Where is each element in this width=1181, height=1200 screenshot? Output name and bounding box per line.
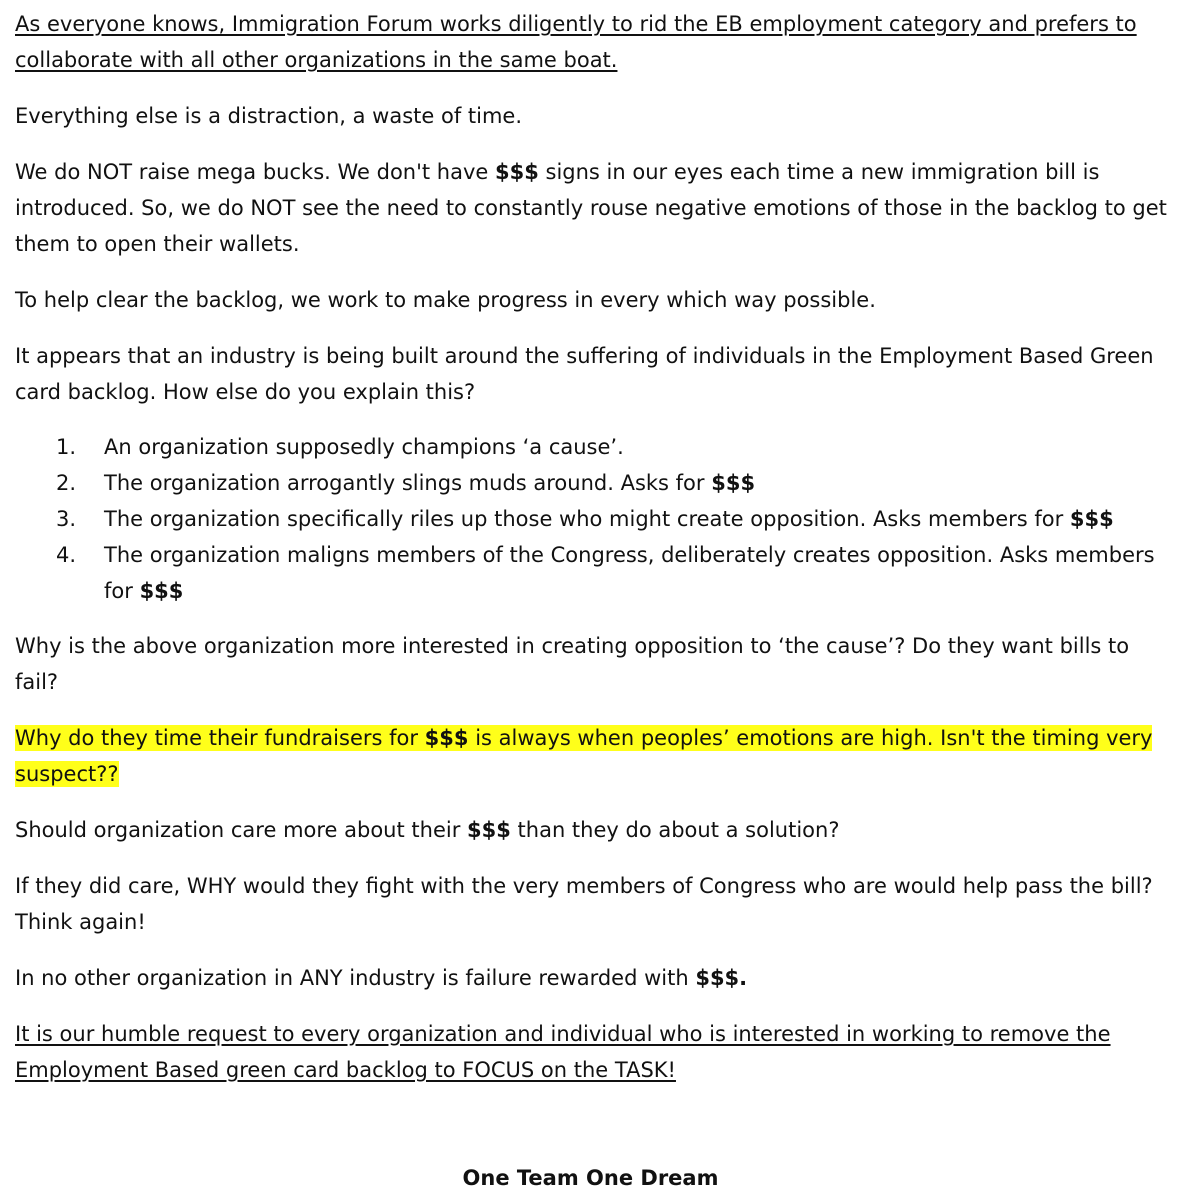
document-body xyxy=(15,6,1170,1088)
intro-text: As everyone knows, Immigration Forum works diligently to rid the EB employment category and prefers to collaborate with all other organizations in the same boat. xyxy=(15,12,1137,72)
list-number: 4. xyxy=(56,543,77,567)
money-sign: $$$ xyxy=(424,726,469,750)
highlight-text-1: Why do they time their fundraisers for xyxy=(15,726,425,750)
mega-bucks-text-1: We do NOT raise mega bucks. We don't have xyxy=(15,160,495,184)
highlight-text-2: is always when peoples’ emotions are high. Isn't the timing very suspect?? xyxy=(15,726,1153,786)
opposition-paragraph: Why is the above organization more interested in creating opposition to ‘the cause’? Do they want bills to fail? xyxy=(15,634,1130,694)
list-text: The organization maligns members of the Congress, deliberately creates opposition. Asks members for xyxy=(104,543,1155,603)
money-sign: $$$ xyxy=(1069,507,1114,531)
money-sign: $$$. xyxy=(695,966,748,990)
distraction-paragraph: Everything else is a distraction, a waste of time. xyxy=(15,104,523,128)
money-sign: $$$ xyxy=(139,579,184,603)
failure-paragraph xyxy=(15,960,1170,996)
solution-text-2: than they do about a solution? xyxy=(510,818,840,842)
list-number: 1. xyxy=(56,435,77,459)
list-item xyxy=(15,429,1170,465)
list-item xyxy=(15,537,1170,609)
solution-text-1: Should organization care more about their xyxy=(15,818,468,842)
request-paragraph xyxy=(15,1016,1170,1088)
signature-line: One Team One Dream xyxy=(462,1166,719,1190)
money-sign: $$$ xyxy=(711,471,756,495)
failure-text: In no other organization in ANY industry is failure rewarded with xyxy=(15,966,696,990)
list-text: The organization specifically riles up those who might create opposition. Asks members for xyxy=(104,507,1070,531)
congress-paragraph: If they did care, WHY would they fight with the very members of Congress who are would help pass the bill? Think again! xyxy=(15,874,1153,934)
list-text: An organization supposedly champions ‘a cause’. xyxy=(104,435,624,459)
list-item xyxy=(15,465,1170,501)
progress-paragraph: To help clear the backlog, we work to make progress in every which way possible. xyxy=(15,288,876,312)
solution-paragraph xyxy=(15,812,1170,848)
list-number: 2. xyxy=(56,471,77,495)
money-sign: $$$ xyxy=(467,818,511,842)
request-text: It is our humble request to every organization and individual who is interested in working to remove the Employment Based green card backlog to FOCUS on the TASK! xyxy=(15,1022,1111,1082)
numbered-list xyxy=(15,429,1170,609)
mega-bucks-paragraph xyxy=(15,154,1170,262)
intro-paragraph xyxy=(15,6,1170,78)
industry-paragraph: It appears that an industry is being built around the suffering of individuals in the Employment Based Green card backlog. How else do you explain this? xyxy=(15,344,1154,404)
money-sign: $$$ xyxy=(495,160,539,184)
list-item xyxy=(15,501,1170,537)
highlighted-paragraph xyxy=(15,720,1170,792)
list-text: The organization arrogantly slings muds around. Asks for xyxy=(104,471,712,495)
mega-bucks-text-2: signs in our eyes each time a new immigration bill is introduced. So, we do NOT see the need to constantly rouse negative emotions of those in the backlog to get them to open their wallets. xyxy=(15,160,1167,256)
list-number: 3. xyxy=(56,507,77,531)
